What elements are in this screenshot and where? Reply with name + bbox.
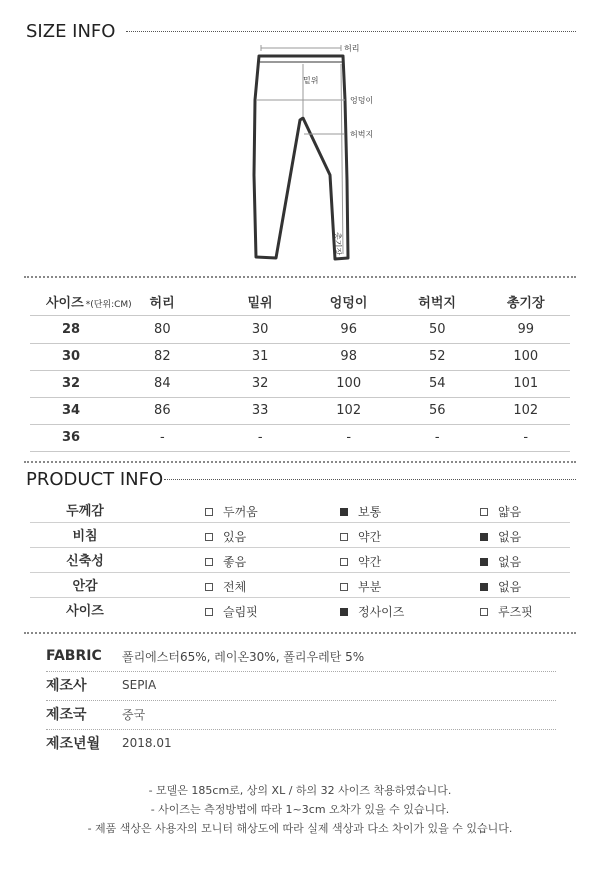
waist-cell: 86	[154, 403, 171, 418]
size-table-row	[30, 424, 570, 452]
diagram-label-waist: 허리	[344, 44, 360, 53]
length-cell: 99	[517, 322, 534, 337]
product-info-option	[340, 553, 381, 570]
fabric-info-value: 2018.01	[122, 736, 172, 750]
checked-box-icon	[480, 583, 488, 591]
header-hip: 엉덩이	[329, 296, 368, 311]
rise-cell: 30	[251, 322, 269, 337]
thigh-cell: 50	[428, 322, 446, 337]
product-info-title-dots	[164, 479, 576, 480]
footnote: - 제품 색상은 사용자의 모니터 해상도에 따라 실제 색상과 다소 차이가 있을 수 있습니다.	[87, 822, 513, 835]
hip-cell: -	[346, 430, 352, 445]
option-label: 없음	[498, 580, 522, 594]
hip-cell: 96	[340, 322, 357, 337]
checked-box-icon	[340, 608, 348, 616]
fabric-info-row	[46, 699, 556, 730]
unchecked-box-icon	[205, 608, 213, 616]
rise-cell: 31	[251, 349, 269, 364]
option-label: 보통	[358, 505, 382, 519]
waist-cell: -	[159, 430, 165, 445]
product-info-option	[205, 503, 258, 520]
header-unit: *(단위:CM)	[85, 300, 132, 310]
option-label: 있음	[223, 530, 247, 544]
header-size: 사이즈	[46, 296, 84, 311]
unchecked-box-icon	[480, 608, 488, 616]
option-label: 두꺼움	[223, 505, 258, 519]
size-cell: 28	[62, 322, 81, 337]
product-info-option	[340, 578, 381, 595]
unchecked-box-icon	[205, 508, 213, 516]
thigh-cell: -	[434, 430, 440, 445]
hip-cell: 98	[340, 349, 357, 364]
header-length: 총기장	[506, 296, 545, 311]
product-info-option	[340, 528, 381, 545]
fabric-info-row	[46, 641, 556, 672]
product-info-option	[480, 578, 521, 595]
product-info-label: 신축성	[66, 554, 104, 569]
fabric-info-label: 제조사	[46, 678, 87, 694]
product-info-label: 두께감	[66, 504, 104, 519]
fabric-info-value: 중국	[122, 707, 146, 722]
unchecked-box-icon	[205, 583, 213, 591]
product-info-option	[480, 603, 533, 620]
size-cell: 34	[62, 403, 81, 418]
product-info-option	[340, 503, 381, 520]
option-label: 없음	[498, 555, 522, 569]
checked-box-icon	[480, 533, 488, 541]
option-label: 부분	[358, 580, 382, 594]
unchecked-box-icon	[340, 558, 348, 566]
checked-box-icon	[340, 508, 348, 516]
size-table-header	[30, 288, 570, 316]
section-divider	[24, 276, 576, 278]
option-label: 루즈핏	[498, 605, 533, 619]
fabric-info-label: FABRIC	[46, 648, 102, 664]
unchecked-box-icon	[205, 558, 213, 566]
fabric-info-value: 폴리에스터65%, 레이온30%, 폴리우레탄 5%	[122, 649, 365, 664]
product-info-option	[205, 578, 246, 595]
product-info-label: 사이즈	[66, 604, 104, 619]
rise-cell: -	[257, 430, 263, 445]
option-label: 얇음	[498, 505, 522, 519]
unchecked-box-icon	[340, 533, 348, 541]
size-table-row	[30, 316, 570, 344]
option-label: 정사이즈	[358, 605, 405, 619]
section-divider	[24, 461, 576, 463]
unchecked-box-icon	[340, 583, 348, 591]
option-label: 없음	[498, 530, 522, 544]
product-info-option	[480, 528, 521, 545]
size-cell: 36	[62, 430, 81, 445]
pants-outline	[254, 56, 348, 259]
option-label: 약간	[358, 530, 382, 544]
product-info-option	[340, 603, 404, 620]
diagram-label-length: 총기장	[333, 232, 342, 256]
size-table-row	[30, 370, 570, 398]
product-info-option	[480, 553, 521, 570]
option-label: 전체	[223, 580, 247, 594]
waist-cell: 80	[154, 322, 171, 337]
product-info-option	[205, 528, 246, 545]
hip-cell: 102	[336, 403, 362, 418]
size-table-row	[30, 397, 570, 425]
hip-cell: 100	[336, 376, 362, 391]
waist-cell: 84	[154, 376, 171, 391]
fabric-info-value: SEPIA	[122, 678, 157, 692]
size-table-row	[30, 343, 570, 371]
size-cell: 32	[62, 376, 81, 391]
product-info-option	[205, 603, 258, 620]
thigh-cell: 56	[428, 403, 446, 418]
unchecked-box-icon	[205, 533, 213, 541]
product-info-title: PRODUCT INFO	[26, 469, 164, 490]
size-info-title: SIZE INFO	[26, 21, 116, 42]
product-info-label: 비침	[72, 529, 98, 544]
option-label: 좋음	[223, 555, 247, 569]
header-rise: 밑위	[247, 296, 273, 311]
option-label: 슬림핏	[223, 605, 258, 619]
option-label: 약간	[358, 555, 382, 569]
header-waist: 허리	[149, 296, 175, 311]
thigh-cell: 54	[428, 376, 446, 391]
footnote: - 사이즈는 측정방법에 따라 1~3cm 오차가 있을 수 있습니다.	[150, 803, 450, 816]
product-info-option	[480, 503, 521, 520]
waist-cell: 82	[154, 349, 171, 364]
diagram-label-hip: 엉덩이	[350, 96, 374, 105]
length-cell: 102	[513, 403, 539, 418]
length-cell: -	[523, 430, 529, 445]
thigh-cell: 52	[428, 349, 446, 364]
length-cell: 100	[513, 349, 539, 364]
length-cell: 101	[513, 376, 539, 391]
size-cell: 30	[62, 349, 81, 364]
product-info-option	[205, 553, 246, 570]
fabric-info-label: 제조년월	[46, 736, 101, 752]
diagram-label-thigh: 허벅지	[350, 130, 374, 139]
fabric-info-row	[46, 728, 556, 758]
footnote: - 모델은 185cm로, 상의 XL / 하의 32 사이즈 착용하였습니다.	[148, 784, 452, 797]
pants-diagram	[0, 0, 600, 275]
checked-box-icon	[480, 558, 488, 566]
product-info-label: 안감	[72, 579, 98, 594]
header-thigh: 허벅지	[418, 296, 456, 311]
fabric-info-label: 제조국	[46, 707, 87, 723]
diagram-label-rise: 밑위	[303, 76, 319, 85]
rise-cell: 33	[251, 403, 269, 418]
unchecked-box-icon	[480, 508, 488, 516]
section-divider	[24, 632, 576, 634]
rise-cell: 32	[251, 376, 269, 391]
fabric-info-row	[46, 670, 556, 701]
